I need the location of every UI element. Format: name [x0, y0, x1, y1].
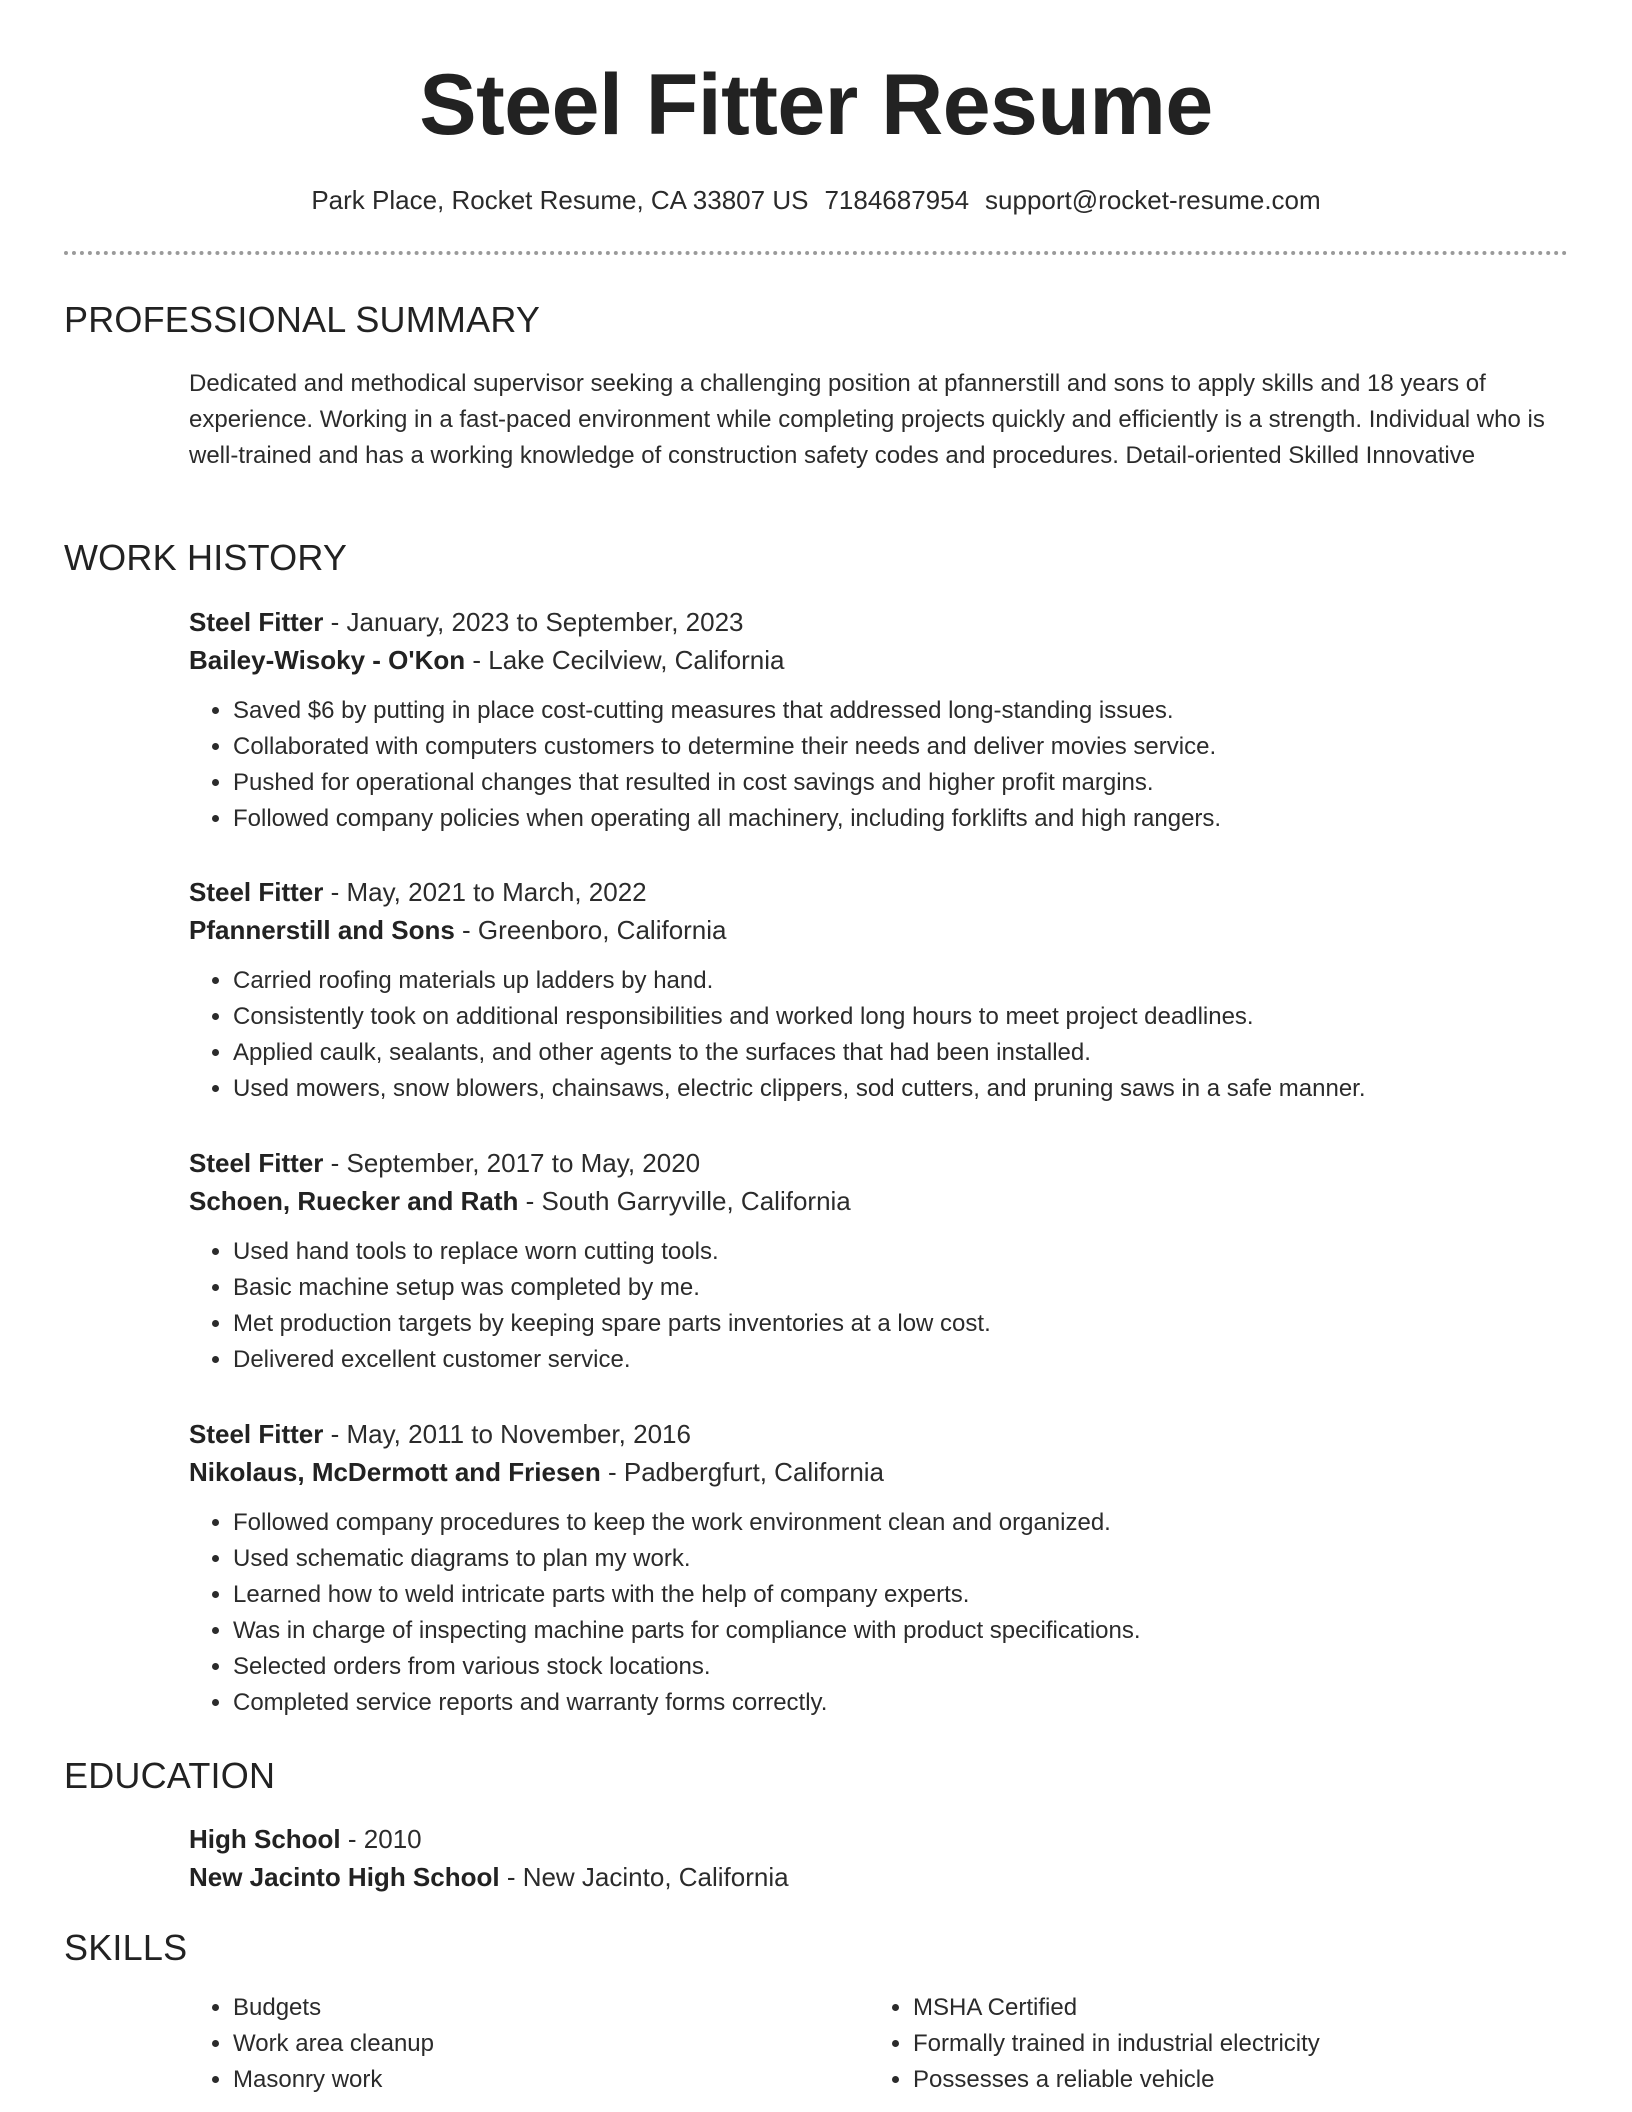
summary-text: Dedicated and methodical supervisor seeking a challenging position at pfannerstill and sons to apply skills and 18 years of experience. Working in a fast-paced environment while completing projects quickly and efficiently is a strength. Individual who is well-trained and has a working knowledge of construction safety codes and procedures. Detail-oriented Skilled Innovative [189, 370, 1545, 469]
list-item: • Consistently took on additional responsibilities and worked long hours to meet project deadlines. [233, 999, 1549, 1035]
education-entry [189, 1820, 1549, 1896]
education-degree-line [189, 1820, 1549, 1858]
skills-column-right [869, 1990, 1533, 2098]
contact-address: Park Place, Rocket Resume, CA 33807 US [311, 185, 809, 215]
job-company: Pfannerstill and Sons [189, 915, 455, 945]
list-item: • Used hand tools to replace worn cutting tools. [233, 1234, 1549, 1270]
list-item: • Met production targets by keeping spare parts inventories at a low cost. [233, 1306, 1549, 1342]
skills-column-left [189, 1990, 853, 2098]
list-item: • Budgets [233, 1990, 853, 2026]
job-bullets [189, 693, 1549, 837]
job-company: Bailey-Wisoky - O'Kon [189, 645, 466, 675]
job-entry-3 [189, 1144, 1549, 1378]
resume-title: Steel Fitter Resume [419, 57, 1213, 153]
education-degree: High School [189, 1824, 341, 1854]
job-title-line [189, 603, 1549, 641]
list-item: • Followed company policies when operating all machinery, including forklifts and high rangers. [233, 801, 1549, 837]
section-title-education: EDUCATION [64, 1755, 276, 1796]
list-item: • Carried roofing materials up ladders by hand. [233, 963, 1549, 999]
list-item: • Applied caulk, sealants, and other agents to the surfaces that had been installed. [233, 1035, 1549, 1071]
list-item: • Learned how to weld intricate parts with the help of company experts. [233, 1577, 1549, 1613]
list-item: • Basic machine setup was completed by me. [233, 1270, 1549, 1306]
job-company-line [189, 641, 1549, 679]
job-title: Steel Fitter [189, 1419, 324, 1449]
list-item: • MSHA Certified [913, 1990, 1533, 2026]
job-dates: - May, 2021 to March, 2022 [323, 877, 647, 907]
job-title-line [189, 1144, 1549, 1182]
list-item: • Masonry work [233, 2062, 853, 2098]
header-divider [64, 251, 1568, 255]
job-location: - Lake Cecilview, California [465, 645, 785, 675]
job-location: - Greenboro, California [454, 915, 727, 945]
list-item: • Pushed for operational changes that resulted in cost savings and higher profit margins. [233, 765, 1549, 801]
list-item: • Used mowers, snow blowers, chainsaws, electric clippers, sod cutters, and pruning saws in a safe manner. [233, 1071, 1549, 1107]
job-company: Nikolaus, McDermott and Friesen [189, 1457, 601, 1487]
list-item: • Possesses a reliable vehicle [913, 2062, 1533, 2098]
job-company-line [189, 1182, 1549, 1220]
job-company-line [189, 911, 1549, 949]
education-year: - 2010 [340, 1824, 422, 1854]
job-entry-1 [189, 603, 1549, 837]
contact-phone: 7184687954 [824, 185, 970, 215]
job-dates: - January, 2023 to September, 2023 [323, 607, 744, 637]
list-item: • Was in charge of inspecting machine parts for compliance with product specifications. [233, 1613, 1549, 1649]
education-school: New Jacinto High School [189, 1862, 500, 1892]
job-title-line [189, 1415, 1549, 1453]
section-title-skills: SKILLS [64, 1927, 188, 1968]
list-item: • Selected orders from various stock locations. [233, 1649, 1549, 1685]
section-title-work-history: WORK HISTORY [64, 537, 348, 578]
job-bullets [189, 963, 1549, 1107]
job-entry-2 [189, 873, 1549, 1107]
list-item: • Used schematic diagrams to plan my work. [233, 1541, 1549, 1577]
list-item: • Work area cleanup [233, 2026, 853, 2062]
list-item: • Completed service reports and warranty forms correctly. [233, 1685, 1549, 1721]
list-item: • Formally trained in industrial electricity [913, 2026, 1533, 2062]
job-dates: - May, 2011 to November, 2016 [323, 1419, 691, 1449]
education-school-line [189, 1858, 1549, 1896]
job-bullets [189, 1505, 1549, 1721]
list-item: • Delivered excellent customer service. [233, 1342, 1549, 1378]
education-location: - New Jacinto, California [499, 1862, 789, 1892]
contact-email: support@rocket-resume.com [985, 185, 1321, 215]
section-title-summary: PROFESSIONAL SUMMARY [64, 299, 541, 340]
list-item: • Followed company procedures to keep the work environment clean and organized. [233, 1505, 1549, 1541]
job-dates: - September, 2017 to May, 2020 [323, 1148, 701, 1178]
contact-line [0, 182, 1632, 218]
job-company-line [189, 1453, 1549, 1491]
job-title: Steel Fitter [189, 1148, 324, 1178]
job-location: - Padbergfurt, California [600, 1457, 885, 1487]
list-item: • Saved $6 by putting in place cost-cutting measures that addressed long-standing issues. [233, 693, 1549, 729]
list-item: • Collaborated with computers customers to determine their needs and deliver movies service. [233, 729, 1549, 765]
job-title-line [189, 873, 1549, 911]
job-title: Steel Fitter [189, 877, 324, 907]
job-title: Steel Fitter [189, 607, 324, 637]
job-entry-4 [189, 1415, 1549, 1721]
job-location: - South Garryville, California [518, 1186, 851, 1216]
job-company: Schoen, Ruecker and Rath [189, 1186, 519, 1216]
job-bullets [189, 1234, 1549, 1378]
